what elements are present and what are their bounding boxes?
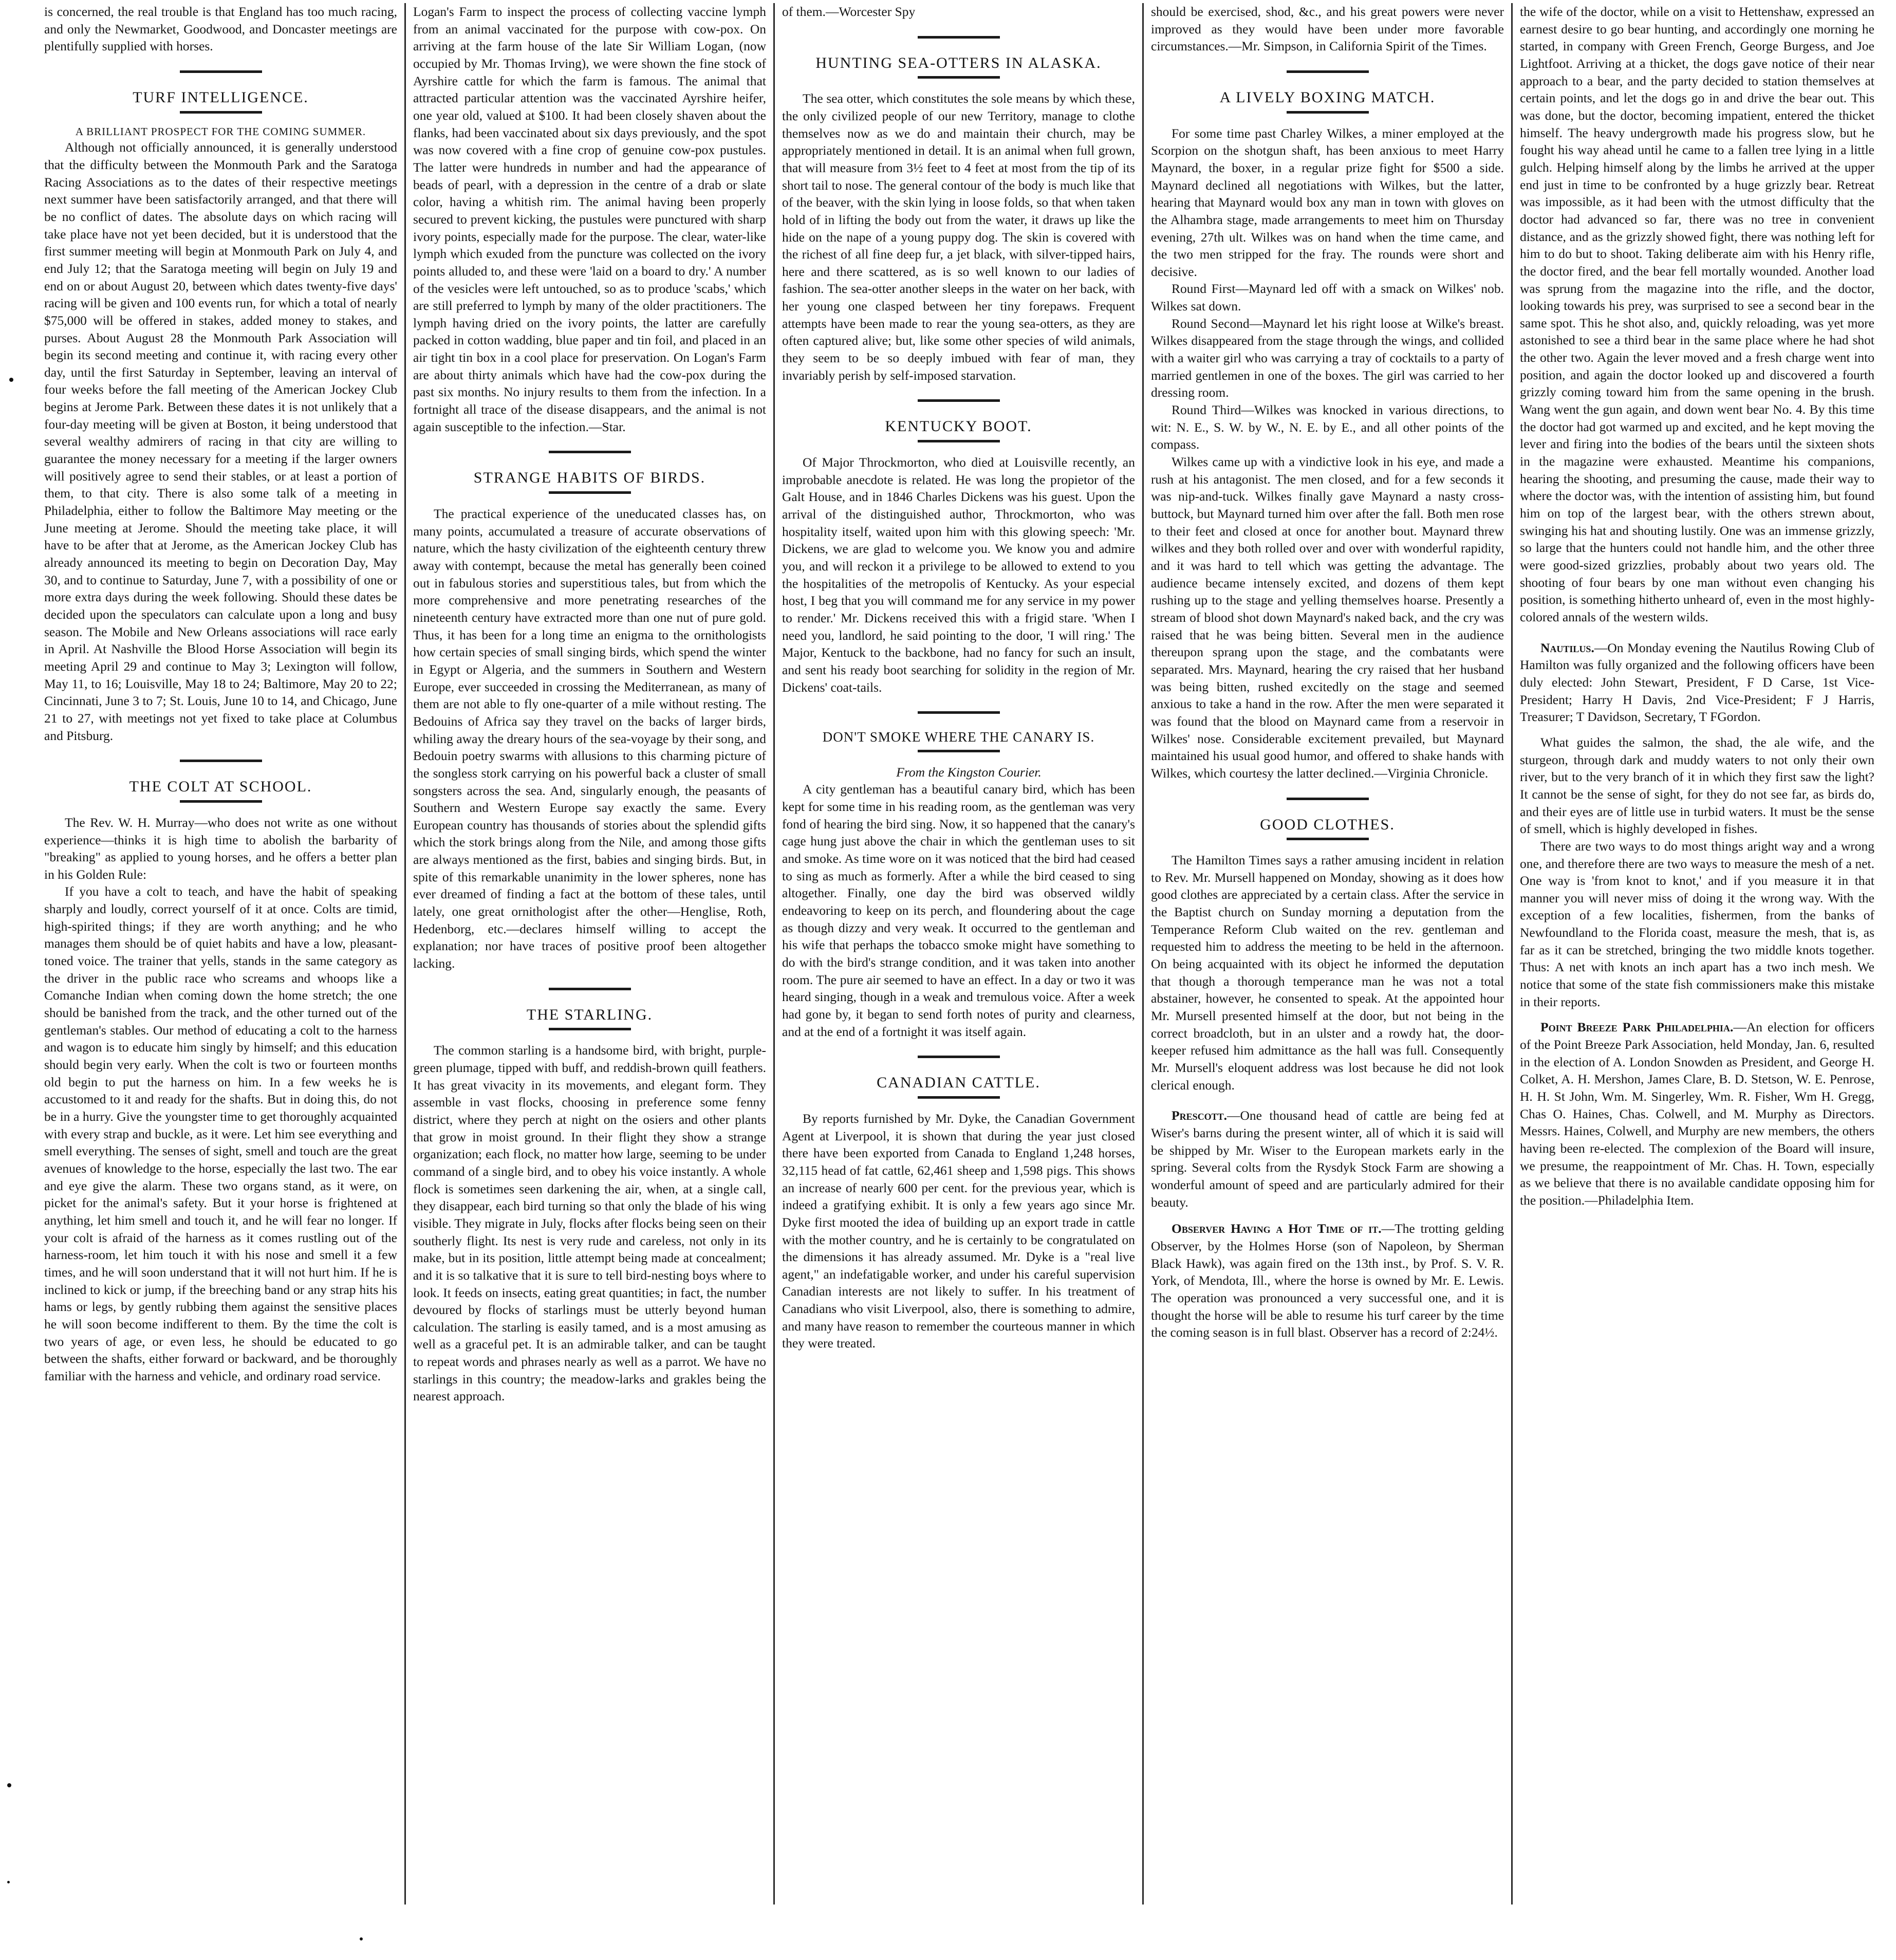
section-rule	[549, 451, 631, 453]
item-point-breeze-body: —An election for officers of the Point Breeze Park Association, held Monday, Jan. 6, resulted in the election of A. London Snowden as President, and George H. Colket, A. H. Mershon, James Clare, B. D. Stetson, W. E. Penrose, H. H. St John, Wm. M. Singerley, Wm. R. Fisher, Wm H. Gregg, Chas O. Haines, Chas. Colwell, and M. Murphy as Directors. Messrs. Haines, Colwell, and Murphy are new members, the others having been re-elected. The complexion of the Board will insure, we presume, the reappointment of Mr. Chas. H. Town, especially as we believe that there is no available candidate opposing him for the position.—Philadelphia Item.	[1520, 1020, 1874, 1208]
article-canary-body: A city gentleman has a beautiful canary bird, which has been kept for some time in his reading room, as the gentleman was very fond of hearing the bird sing. Now, it so happened that the canary's cage hung just above the chair in which the gentleman uses to sit and smoke. As time wore on it was noticed that the bird had ceased to sing as much as formerly. After a while the bird ceased to sing altogether. Finally, one day the bird was observed wildly endeavoring to keep on its perch, and floundering about the cage as though dizzy and very weak. It occurred to the gentleman and his wife that perhaps the tobacco smoke might have something to do with the bird's strange condition, and it was taken into another room. The pure air seemed to have an effect. In a day or two it was heard singing, though in a weak and tremulous voice. After a week had gone by, it began to send forth notes of purity and clearness, and at the end of a fortnight it was itself again.	[782, 782, 1135, 1039]
column-1	[37, 3, 406, 1904]
section-rule	[1287, 111, 1369, 114]
article-boxing-paragraph-5: Wilkes came up with a vindictive look in his eye, and made a rush at his antagonist. The men closed, and for a few seconds it was nip-and-tuck. Wilkes finally gave Maynard a nasty cross-buttock, but Maynard turned him over after the fall. Both men rose to their feet and closed at once for another bout. Maynard threw wilkes and they both rolled over and over with wonderful rapidity, and it was hard to tell which was getting the advantage. The audience became intensely excited, and dozens of them kept rushing up to the stage and yelling themselves hoarse. Presently a stream of blood shot down Maynard's naked back, and the cry was raised that he was being bitten. Several men in the audience thereupon sprang upon the stage, and the combatants were separated. Mrs. Maynard, hearing the cry raised that her husband was being bitten, rushed excitedly on the stage and seemed anxious to take a hand in the row. After the men were separated it was found that the blood on Maynard came from a reservoir in Wilkes' nose. Considerable excitement prevailed, but Maynard maintained his usual good humor, and offered to shake hands with Wilkes, which courtesy the latter declined.—Virginia Chronicle.	[1151, 454, 1504, 781]
headline-turf-intelligence: TURF INTELLIGENCE.	[133, 88, 309, 106]
item-prescott	[1151, 1107, 1504, 1211]
section-rule	[918, 750, 1000, 752]
section-rule	[180, 760, 262, 762]
ink-speck	[7, 1881, 10, 1883]
item-nautilus	[1520, 639, 1874, 726]
section-rule	[918, 1056, 1000, 1058]
column-1-continuation: is concerned, the real trouble is that England has too much racing, and only the Newmarket, Goodwood, and Doncaster meetings are plentifully supplied with horses.	[44, 4, 397, 54]
article-boxing-paragraph-1: For some time past Charley Wilkes, a miner employed at the Scorpion on the shotgun shaft, has been anxious to meet Harry Maynard, the boxer, in a regular prize fight for $500 a side. Maynard declined all negotiations with Wilkes, but the latter, hearing that Maynard would box any man in town with gloves on the Alhambra stage, made arrangements to meet him on Thursday evening, 27th ult. Wilkes was on hand when the time came, and the two men stripped for the fray. The rounds were short and decisive.	[1151, 125, 1504, 279]
item-observer-body: —The trotting gelding Observer, by the Holmes Horse (son of Napoleon, by Sherman Black Hawk), was again fired on the 13th inst., by Prof. S. V. R. York, of Mendota, Ill., where the horse is owned by Mr. E. Lewis. The operation was pronounced a very successful one, and it is thought the horse will be able to resume his turf career by the time the coming season is in full blast. Observer has a record of 2:24½.	[1151, 1221, 1504, 1340]
section-rule	[1287, 798, 1369, 800]
headline-the-starling: THE STARLING.	[526, 1006, 653, 1023]
headline-strange-habits-of-birds: STRANGE HABITS OF BIRDS.	[473, 469, 706, 487]
ink-speck	[9, 378, 13, 382]
article-good-clothes-body: The Hamilton Times says a rather amusing incident in relation to Rev. Mr. Mursell happened on Monday, showing as it does how good clothes are appreciated by a certain class. After the service in the Baptist church on Sunday morning a deputation from the Temperance Reform Club waited on the rev. gentleman and requested him to address the meeting to be held in the afternoon. On being acquainted with its object he informed the deputation that though a thorough temperance man he was not a total abstainer, however, he consented to speak. At the appointed hour Mr. Mursell presented himself at the door, but not being in the correct broadcloth, but in an ulster and a rowdy hat, the door-keeper refused him admittance as the hall was full. Consequently Mr. Mursell's eloquent address was lost because he did not look clerical enough.	[1151, 853, 1504, 1093]
column-4-continuation: should be exercised, shod, &c., and his great powers were never improved as they would have been under more favorable circumstances.—Mr. Simpson, in California Spirit of the Times.	[1151, 4, 1504, 54]
section-rule	[918, 1096, 1000, 1099]
section-rule	[180, 800, 262, 803]
column-3	[775, 3, 1144, 1904]
canary-source-line: From the Kingston Courier.	[896, 764, 1042, 780]
item-observer	[1151, 1220, 1504, 1341]
column-5	[1513, 3, 1882, 1904]
column-4	[1144, 3, 1513, 1904]
section-rule	[549, 988, 631, 990]
item-salmon-paragraph-1: What guides the salmon, the shad, the ale wife, and the sturgeon, through dark and muddy waters to not only their own river, but to the very branch of it in which they first saw the light? It cannot be the sense of sight, for they do not see far, as birds do, and their eyes are of little use in turbid waters. It must be the sense of smell, which is highly developed in fishes.	[1520, 734, 1874, 837]
section-rule	[1287, 70, 1369, 73]
section-rule	[180, 111, 262, 114]
article-turf-intelligence-body: Although not officially announced, it is generally understood that the difficulty between the Monmouth Park and the Saratoga Racing Associations as to the dates of their respective meetings next summer have been satisfactorily arranged, and that there will be no conflict of dates. The absolute days on which racing will take place have not yet been decided, but it is understood that the first summer meeting will begin at Monmouth Park on July 4, and end July 12; that the Saratoga meeting will begin on July 19 and end on or about August 20, between which dates twenty-five days' racing will be given and 100 events run, for which a total of nearly $75,000 will be offered in stakes, added money to stakes, and purses. About August 28 the Monmouth Park Association will begin its second meeting and continue it, with racing every other day, until the first Saturday in September, leaving an interval of four weeks before the fall meeting of the American Jockey Club begins at Jerome Park. Between these dates it is not unlikely that a four-day meeting will be given at Boston, it being understood that several wealthy admirers of racing in that city are willing to guarantee the money necessary for a meeting if the larger owners will positively agree to send their stables, or at least a portion of them, to that city. There is also some talk of a meeting in Philadelphia, either to follow the Baltimore May meeting or the June meeting at Jerome. Should the meeting take place, it will have to be after that at Jerome, as the American Jockey Club has already announced its meeting to begin on Decoration Day, May 30, and to continue to Saturday, June 7, with a possibility of one or more extra days during the week following. Should these dates be decided upon the speculators can calculate upon a long and busy season. The Mobile and New Orleans associations will race early in April. At Nashville the Blood Horse Association will begin its meeting April 29 and continue to May 3; Lexington will follow, May 11, to 16; Louisville, May 18 to 24; Baltimore, May 20 to 22; Cincinnati, June 3 to 7; St. Louis, June 10 to 14, and Chicago, June 21 to 27, with meetings not yet fixed to take place at Columbus and Pitsburg.	[44, 140, 397, 743]
headline-hunting-sea-otters: HUNTING SEA-OTTERS IN ALASKA.	[815, 54, 1102, 71]
column-3-continuation: of them.—Worcester Spy	[782, 4, 916, 19]
ink-speck	[360, 1937, 363, 1940]
section-rule	[549, 491, 631, 494]
section-rule	[918, 36, 1000, 39]
section-rule	[918, 76, 1000, 79]
item-point-breeze-kicker: Point Breeze Park Philadelphia.	[1540, 1020, 1734, 1035]
section-rule	[918, 399, 1000, 402]
section-rule	[180, 70, 262, 73]
headline-kentucky-boot: KENTUCKY BOOT.	[885, 418, 1032, 435]
article-boxing-paragraph-4: Round Third—Wilkes was knocked in various directions, to wit: N. E., S. W. by W., N. E. by E., and all other points of the compass.	[1151, 402, 1504, 452]
headline-colt-at-school: THE COLT AT SCHOOL.	[129, 778, 312, 796]
column-grid	[37, 3, 1882, 1904]
item-prescott-kicker: Prescott.	[1172, 1108, 1227, 1123]
item-salmon-paragraph-2: There are two ways to do most things aright way and a wrong one, and therefore there are two ways to measure the mesh of a net. One way is 'from knot to knot,' and if you measure it in that manner you will never miss of doing it the wrong way. With the exception of a few localities, fishermen, from the banks of Newfoundland to the Florida coast, measure the mesh, that is, as far as it can be stretched, bringing the two middle knots together. Thus: A net with knots an inch apart has a two inch mesh. We notice that some of the state fish commissioners make this mistake in their reports.	[1520, 838, 1874, 1009]
article-sea-otters-body: The sea otter, which constitutes the sole means by which these, the only civilized people of our new Territory, manage to clothe themselves now as we do and maintain their church, may be appropriately mentioned in detail. It is an animal when full grown, that will measure from 3½ feet to 4 feet at most from the tip of its short tail to nose. The general contour of the body is much like that of the beaver, with the skin lying in loose folds, so that when taken hold of in lifting the body out from the water, it draws up like the hide on the nape of a young puppy dog. The skin is covered with the richest of all fine deep fur, a jet black, with silver-tipped hairs, here and there scattered, as is so well known to our ladies of fashion. The sea-otter another sleeps in the water on her back, with her young one clasped between her tiny forepaws. Frequent attempts have been made to rear the young sea-otters, as they are often captured alive; but, like some other species of wild animals, they seem to be so deeply imbued with fear of man, they invariably perish by self-imposed starvation.	[782, 91, 1135, 383]
article-canadian-cattle-body: By reports furnished by Mr. Dyke, the Canadian Government Agent at Liverpool, it is shown that during the year just closed there have been exported from Canada to England 1,248 horses, 32,115 head of fat cattle, 62,461 sheep and 1,598 pigs. This shows an increase of nearly 600 per cent. for the previous year, which is indeed a gratifying exhibit. It is only a few years ago since Mr. Dyke first mooted the idea of building up an export trade in cattle with the mother country, and he is certainly to be congratulated on the dimensions it has already assumed. Mr. Dyke is a "real live agent," an indefatigable worker, and under his careful supervision Canadian interests are not likely to suffer. In his treatment of Canadians who visit Liverpool, also, there is something to admire, and many have reason to remember the courteous manner in which they were treated.	[782, 1111, 1135, 1351]
column-5-continuation: the wife of the doctor, while on a visit to Hettenshaw, expressed an earnest desire to go bear hunting, and accordingly one morning he started, in company with Green French, George Burgess, and Joe Lightfoot. Arriving at a thicket, the dogs gave notice of their near approach to a bear, and the party decided to station themselves at certain points, and let the dogs go in and drive the bear out. This was done, but the doctor, becoming impatient, entered the thicket himself. The heavy undergrowth made his progress slow, but he fought his way ahead until he came to a fallen tree lying in a little gulch. Helping himself along by the limbs he arrived at the upper end just in time to be confronted by a huge grizzly bear. Retreat was impossible, as it had been with the utmost difficulty that the doctor had advanced so far, there was no tree in convenient distance, and as the grizzly showed fight, there was nothing left for him to do but to shoot. Taking deliberate aim with his Henry rifle, the doctor fired, and the bear fell mortally wounded. Another load was sprung from the magazine into the rifle, and the doctor, looking towards his prey, was surprised to see a second bear in the same spot. This he shot also, and, quickly reloading, was yet more astonished to see a third bear in the same place where he had shot the other two. Again the lever moved and a fresh charge went into position, and again the doctor looked up and discovered a fourth grizzly coming toward him from the same opening in the brush. Wang went the gun again, and down went bear No. 4. By this time the doctor had got warmed up and excited, and he kept moving the lever and firing into the bodies of the bears until the sixteen shots in the magazine were exhausted. Meantime his companions, hearing the shooting, and presuming the cause, made their way to where the doctor was, with the intention of assisting him, but found him on top of the largest bear, with the others strewn about, swinging his hat and shouting lustily. One was an immense grizzly, so large that the hunters could not handle him, and the other three were good-sized grizzlies, probably about two years old. The shooting of four bears by one man without even changing his position, is something hitherto unheard of, even in the most highly-colored annals of the western wilds.	[1520, 4, 1874, 624]
article-kentucky-boot-body: Of Major Throckmorton, who died at Louisville recently, an improbable anecdote is related. He was long the propietor of the Galt House, and in 1846 Charles Dickens was his guest. Upon the arrival of the distinguished author, Throckmorton, who was hospitality itself, waited upon him with this glowing speech: 'Mr. Dickens, we are glad to welcome you. We know you and admire you, and will reckon it a privilege to be allowed to extend to you the hospitalities of the metropolis of Kentucky. As your especial host, I beg that you will command me for any service in my power to render.' Mr. Dickens received this with a frigid stare. 'When I need you, landlord, he said pointing to the door, 'I will ring.' The Major, Kentuck to the backbone, had no fancy for such an insult, and sent his ready boot searching for solidity in the region of Mr. Dickens' coat-tails.	[782, 455, 1135, 695]
article-colt-paragraph-2: If you have a colt to teach, and have the habit of speaking sharply and loudly, correct yourself of it at once. Colts are timid, high-spirited things; if they are worth anything; and he who manages them should be of quiet habits and have a low, pleasant-toned voice. The trainer that yells, stands in the same category as the driver in the public race who screams and whoops like a Comanche Indian when coming down the home stretch; the one should be banished from the track, and the other turned out of the gentleman's stables. Our method of educating a colt to the harness and wagon is to educate him singly by himself; and this education should begin very early. When the colt is two or fourteen months old begin to put the harness on him. In a few weeks he is accustomed to it and ready for the shafts. But in doing this, do not be in a hurry. Give the youngster time to get thoroughly acquainted with every strap and buckle, as it were. Let him see everything and smell everything. The senses of sight, smell and touch are the great avenues of knowledge to the horse, especially the last two. The ear and eye give the alarm. These two organs stand, as it were, on picket for the animal's safety. But it your horse is frightened at anything, let him smell and touch it, and he will fear no longer. If your colt is afraid of the harness as it comes rustling out of the harness-room, let him touch it with his nose and smell it a few times, and he will soon understand that it will not hurt him. If he is inclined to kick or jump, if the breeching band or any strap hits his hams or legs, by gently rubbing them against the sensitive places he will soon become indifferent to them. By the time the colt is two years of age, or even less, he should be educated to go between the shafts, either forward or backward, and be thoroughly familiar with the harness and vehicle, and ordinary road service.	[44, 884, 397, 1383]
headline-lively-boxing-match: A LIVELY BOXING MATCH.	[1219, 88, 1436, 106]
item-nautilus-body: —On Monday evening the Nautilus Rowing Club of Hamilton was fully organized and the following officers have been duly elected: John Stewart, President, F D Carse, 1st Vice-President; Harry H Davis, 2nd Vice-President; F J Harris, Treasurer; T Davidson, Secretary, T FGordon.	[1520, 640, 1874, 725]
column-2	[406, 3, 775, 1904]
section-rule	[1287, 838, 1369, 840]
article-boxing-paragraph-2: Round First—Maynard led off with a smack on Wilkes' nob. Wilkes sat down.	[1151, 281, 1504, 314]
headline-good-clothes: GOOD CLOTHES.	[1260, 816, 1395, 833]
item-point-breeze	[1520, 1019, 1874, 1209]
column-2-continuation: Logan's Farm to inspect the process of collecting vaccine lymph from an animal vaccinated for the purpose with cow-pox. On arriving at the farm house of the late Sir William Logan, (now occupied by Mr. Thomas Irving), we were shown the fine stock of Ayrshire cattle for which the farm is famous. The animal that attracted particular attention was the vaccinated Ayrshire heifer, one year old, valued at $100. It had been closely shaven about the flanks, had been vaccinated about six days previously, and the spot was now covered with a fine crop of genuine cow-pox pustules. The latter were hundreds in number and had the appearance of beads of pearl, with a depression in the centre of a drab or slate color, having a whitish rim. The animal having been properly secured to prevent kicking, the pustules were punctured with sharp ivory points, especially made for the purpose. The clear, water-like lymph which exuded from the puncture was collected on the ivory points alluded to, and these were 'laid on a board to dry.' A number of the vesicles were left untouched, so as to produce 'scabs,' which are still preferred to lymph by many of the older practitioners. The lymph having dried on the ivory points, the latter are carefully packed in cotton wadding, blue paper and tin foil, and placed in an air tight tin box in a cool place for preservation. On Logan's Farm are about thirty animals which have had the cow-pox during the past six months. No injury results to them from the infection. In a fortnight all trace of the disease disappears, and the animal is not again susceptible to the infection.—Star.	[413, 4, 766, 434]
section-rule	[918, 440, 1000, 442]
headline-canadian-cattle: CANADIAN CATTLE.	[877, 1074, 1040, 1092]
item-observer-kicker: Observer Having a Hot Time of it.	[1172, 1221, 1382, 1236]
ink-speck	[7, 1783, 11, 1787]
item-prescott-body: —One thousand head of cattle are being fed at Wiser's barns during the present winter, all of which it is said will be shipped by Mr. Wiser to the European markets early in the spring. Several colts from the Rysdyk Stock Farm are showing a wonderful amount of speed and are particularly admired for their beauty.	[1151, 1108, 1504, 1210]
article-colt-paragraph-1: The Rev. W. H. Murray—who does not write as one without experience—thinks it is high time to abolish the barbarity of "breaking" as applied to young horses, and he offers a better plan in his Golden Rule:	[44, 815, 397, 882]
article-boxing-paragraph-3: Round Second—Maynard let his right loose at Wilke's breast. Wilkes disappeared from the stage through the wings, and collided with a waiter girl who was carrying a tray of cocktails to a party of married gentlemen in one of the boxes. The girl was carried to her dressing room.	[1151, 316, 1504, 400]
subhead-brilliant-prospect: A BRILLIANT PROSPECT FOR THE COMING SUMMER.	[75, 125, 366, 138]
item-nautilus-kicker: Nautilus.	[1540, 640, 1594, 655]
section-rule	[549, 1028, 631, 1030]
article-birds-body: The practical experience of the uneducated classes has, on many points, accumulated a treasure of accurate observations of nature, which the hasty civilization of the eighteenth century threw away with contempt, because the metal has generally been coined out in fabulous stories and superstitious tales, but from which the more comprehensive and more penetrating researches of the nineteenth century have extracted more than one nut of pure gold. Thus, it has been for a long time an enigma to the ornithologists how certain species of small singing birds, which spend the winter in Egypt or Algeria, and the summers in Southern and Western Europe, ever succeeded in crossing the Mediterranean, as many of them are not able to fly one-quarter of a mile without resting. The Bedouins of Africa say they travel on the backs of larger birds, whiling away the dreary hours of the sea-voyage by their song, and Bedouin poetry swarms with allusions to this charming picture of the songless stork carrying on his powerful back a cluster of small songsters across the sea. And, singularly enough, the peasants of Southern and Western Europe say exactly the same. Every European country has thousands of stories about the splendid gifts which the stork brings along from the Nile, and among those gifts are always mentioned as the first, babies and singing birds. But, in spite of this remarkable unanimity in the lower spheres, none has ever dreamed of finding a fact at the bottom of these tales, until lately, one great ornithologist after the other—Henglise, Roth, Hedenborg, etc.—declares himself willing to accept the explanation; nor have traces of positive proof been altogether lacking.	[413, 506, 766, 971]
headline-canary: DON'T SMOKE WHERE THE CANARY IS.	[822, 729, 1095, 745]
section-rule	[918, 711, 1000, 714]
article-starling-body: The common starling is a handsome bird, with bright, purple-green plumage, tipped with buff, and reddish-brown quill feathers. It has great vivacity in its movements, and elegant form. They assemble in vast flocks, choosing in preference some fenny district, where they perch at night on the osiers and other plants that grow in moist ground. In their flight they show a strange organization; each flock, no matter how large, seeming to be under command of a single bird, and to obey his voice instantly. A whole flock is sometimes seen darkening the air, when, at a single call, they disappear, each bird turning so that only the blade of his wing visible. They migrate in July, flocks after flocks being seen on their southerly flight. Its nest is very rude and careless, not only in its make, but in its position, little attempt being made at concealment; and it is so talkative that it is sure to tell bird-nesting boys where to look. It feeds on insects, eating great quantities; in fact, the number devoured by flocks of starlings must be utterly beyond human calculation. The starling is easily tamed, and is a most amusing as well as a graceful pet. It is an admirable talker, and can be taught to repeat words and phrases nearly as well as a parrot. We have no starlings in this country; the meadow-larks and grakles being the nearest approach.	[413, 1043, 766, 1404]
